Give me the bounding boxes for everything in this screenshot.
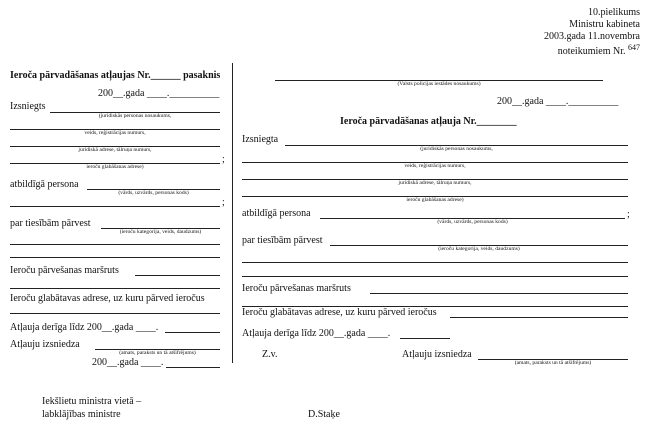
permit-issued-label: Izsniegta	[242, 134, 279, 145]
permit-hint-weapon: (ieroču kategorija, veids, daudzums)	[438, 246, 520, 252]
stub-issuer-label: Atļauju izsniedza	[10, 339, 80, 350]
stub-right-line-2[interactable]	[10, 244, 220, 245]
permit-hint-storage: ieroču glabāšanas adrese)	[406, 197, 464, 203]
permit-valid-until-line[interactable]	[400, 338, 450, 339]
stub-issuer-date-line[interactable]	[166, 367, 220, 368]
permit-right-line-2[interactable]	[242, 262, 628, 263]
stub-semicolon-2: ;	[222, 197, 225, 208]
stub-route-label: Ieroču pārvešanas maršruts	[10, 265, 119, 276]
stub-divider	[232, 63, 233, 363]
stub-hint-weapon: (ieroču kategorija, veids, daudzums)	[119, 229, 202, 235]
stub-valid-until: Atļauja derīga līdz 200__.gada ____.	[10, 322, 159, 333]
permit-title: Ieroča pārvadāšanas atļauja Nr.________	[340, 116, 517, 127]
permit-hint-issuer: (amats, paraksts un tā atšifrējums)	[514, 360, 592, 366]
permit-hint-person: (vārds, uzvārds, personas kods)	[437, 219, 508, 225]
stub-issued-label: Izsniegts	[10, 101, 46, 112]
regulation-number	[558, 44, 640, 57]
annex-number: 10.pielikums	[588, 7, 640, 18]
permit-storage-line[interactable]	[450, 317, 628, 318]
stub-hint-storage: ieroču glabāšanas adrese)	[86, 164, 144, 170]
permit-responsible-label: atbildīgā persona	[242, 208, 311, 219]
stub-right-line-3[interactable]	[10, 257, 220, 258]
permit-hint-type-reg: veids, reģistrācijas numurs,	[404, 163, 466, 169]
regulation-date-day: 11	[587, 31, 598, 42]
permit-right-line-3[interactable]	[242, 276, 628, 277]
stub-route-line[interactable]	[135, 275, 220, 276]
stub-hint-person: (vārds, uzvārds, personas kods)	[118, 190, 189, 196]
minister-title-line-1: Iekšlietu ministra vietā –	[42, 396, 142, 407]
permit-hint-legal-name: (juridiskās personas nosaukums,	[420, 146, 493, 152]
permit-hint-police: (Valsts policijas iestādes nosaukums)	[397, 81, 481, 87]
stub-hint-legal-name: (juridiskās personas nosaukums,	[98, 113, 172, 119]
permit-route-line[interactable]	[370, 293, 628, 294]
regulation-date-prefix: 2003.gada	[543, 31, 586, 42]
regulation-date-month: .novembra	[597, 31, 640, 42]
minister-title-line-2: labklājības ministre	[42, 409, 121, 420]
stub-responsible-line-2[interactable]	[10, 206, 220, 207]
signatory-name: D.Staķe	[308, 409, 340, 420]
regulation-number-prefix: noteikumiem Nr.	[557, 46, 626, 57]
stub-issuer-date: 200__.gada ____.	[92, 357, 164, 368]
permit-route-label: Ieroču pārvešanas maršruts	[242, 283, 351, 294]
stub-date-line: 200__.gada ____.__________	[98, 88, 220, 99]
stub-route-line-2[interactable]	[10, 288, 220, 289]
permit-storage-address-label: Ieroču glabātavas adrese, uz kuru pārved ieročus	[242, 307, 437, 318]
permit-valid-until: Atļauja derīga līdz 200__.gada ____.	[242, 328, 391, 339]
stub-valid-until-line[interactable]	[165, 332, 220, 333]
stub-semicolon-1: ;	[222, 154, 225, 165]
stub-responsible-label: atbildīgā persona	[10, 179, 79, 190]
stub-hint-type-reg: veids, reģistrācijas numurs,	[84, 130, 146, 136]
regulation-number-value: 647	[628, 43, 640, 52]
permit-seal-label: Z.v.	[262, 349, 278, 360]
stub-right-label: par tiesībām pārvest	[10, 218, 91, 229]
permit-right-label: par tiesībām pārvest	[242, 235, 323, 246]
permit-semicolon: ;	[627, 209, 630, 220]
permit-date-line: 200__.gada ____.__________	[497, 96, 619, 107]
stub-storage-address-label: Ieroču glabātavas adrese, uz kuru pārved ieročus	[10, 293, 205, 304]
regulation-date	[544, 32, 640, 42]
permit-issuer-label: Atļauju izsniedza	[402, 349, 472, 360]
stub-hint-issuer: (amats, paraksts un tā atšifrējums)	[119, 350, 196, 356]
permit-hint-address-phone: juridiskā adrese, tālruņa numurs,	[398, 180, 472, 186]
cabinet-label: Ministru kabineta	[569, 19, 640, 30]
stub-storage-line[interactable]	[10, 313, 220, 314]
stub-title: Ieroča pārvadāšanas atļaujas Nr.______ pasaknis	[10, 70, 221, 81]
stub-hint-address-phone: juridiskā adrese, tālruņa numurs,	[78, 147, 152, 153]
